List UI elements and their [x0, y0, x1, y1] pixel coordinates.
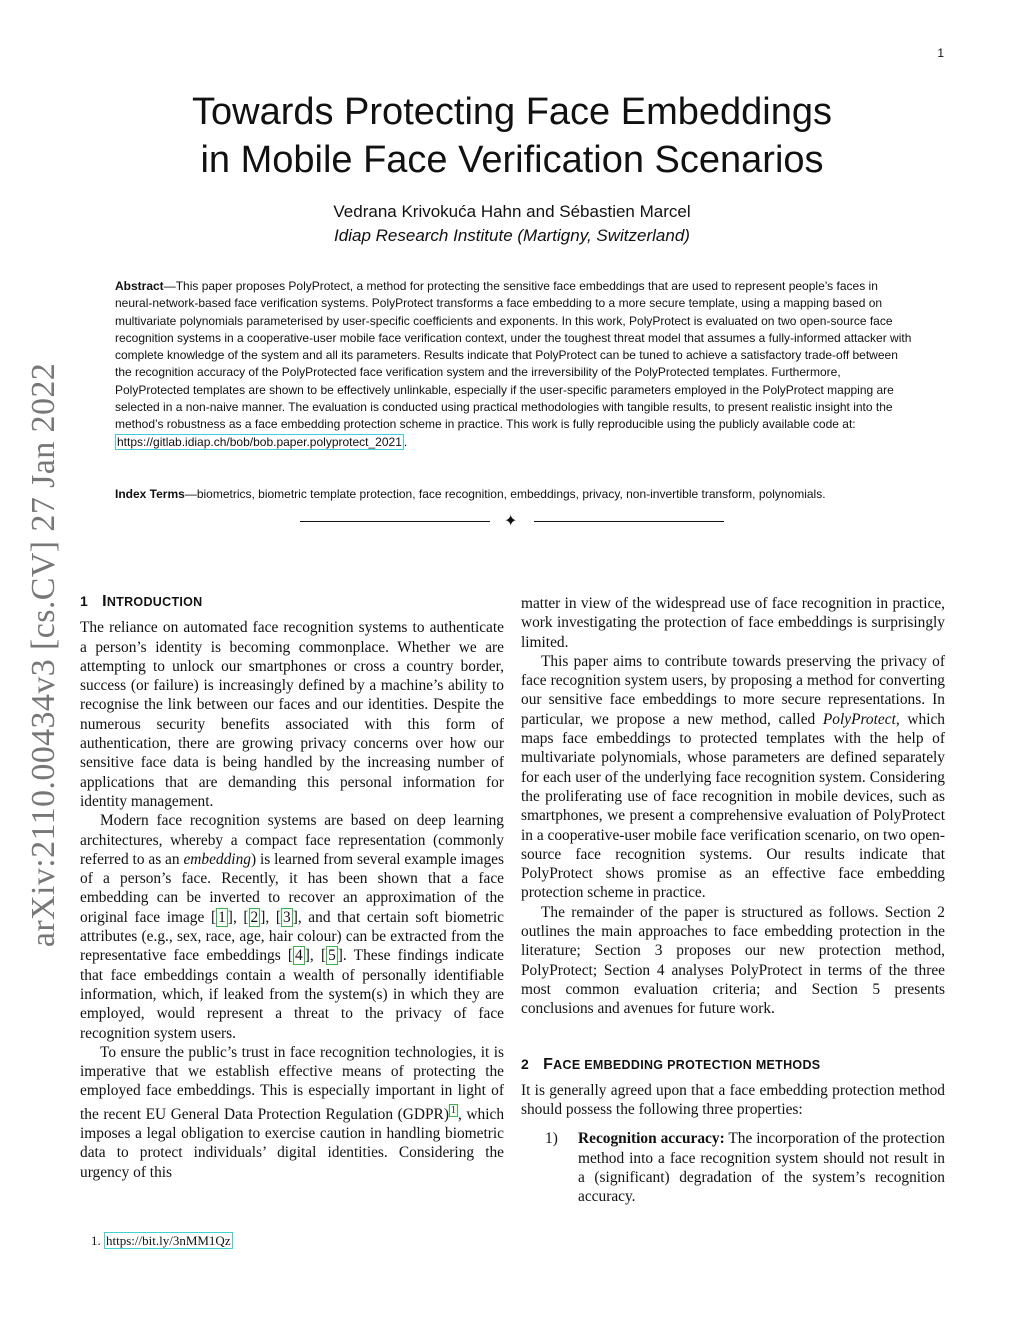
intro-p5-text-a: This paper aims to contribute towards preserving the privacy of face recognition system users, by proposing a method for converting our sensitive face embeddings to more secure representations. In particular, we propose a new method, called: [521, 652, 945, 728]
authors: Vedrana Krivokuća Hahn and Sébastien Marcel: [333, 202, 691, 221]
arxiv-stamp-text: arXiv:2110.00434v3 [cs.CV] 27 Jan 2022: [25, 362, 62, 948]
intro-p5-emphasis: PolyProtect: [822, 710, 896, 728]
list-item-text: The incorporation of the protection method into a face recognition system should not result in a (significant) degradation of the system’s recognition accuracy.: [578, 1130, 945, 1206]
intro-p2-text-a: Modern face recognition systems are based on deep learning architectures, whereby a compact face representation (commonly referred to as an: [80, 812, 504, 868]
intro-p2-text-b: ) is learned from several example images of a person’s face. Recently, it has been shown that a face embedding can be inverted to recover an approximation of the original face image: [80, 850, 504, 926]
section-separator: [300, 512, 724, 532]
intro-paragraph-4: [521, 652, 945, 903]
section-2-number: 2: [521, 1055, 530, 1072]
section-1-number: 1: [80, 593, 89, 609]
citation-separator: ,: [309, 947, 321, 965]
abstract-end: .: [403, 434, 408, 449]
separator-diamond-icon: ✦: [504, 513, 518, 530]
section-2-paragraph-1: It is generally agreed upon that a face embedding protection method should possess the following three properties:: [521, 1081, 945, 1119]
list-marker: 1): [545, 1130, 558, 1148]
intro-p5-text-b: , which maps face embeddings to protected templates with the help of multivariate polynomials, whose parameters are defined separately for each user of the underlying face recognition system. Considering the proliferating use of face recognition in mobile devices, such as smartphones, we present a comprehensive evaluation of PolyProtect in a cooperative-user mobile face verification scenario, on two open-source face recognition systems. Our results indicate that PolyProtect shows promise as an effective face embedding protection scheme in practice.: [521, 710, 945, 902]
footnote-number: 1.: [91, 1233, 101, 1248]
index-terms-text: —biometrics, biometric template protection, face recognition, embeddings, privacy, non-invertible transform, polynomials.: [184, 487, 826, 501]
intro-paragraph-3-continued: matter in view of the widespread use of face recognition in practice, work investigating the protection of face embeddings is surprisingly limited.: [521, 595, 945, 651]
intro-paragraph-3: [80, 1043, 504, 1182]
citation-separator: ,: [265, 908, 276, 926]
title-line-1: Towards Protecting Face Embeddings: [192, 91, 832, 133]
citation-3[interactable]: 3: [283, 908, 291, 926]
separator-rule-right: [534, 521, 724, 522]
footnote-mark-1[interactable]: 1: [450, 1104, 456, 1116]
section-1-title-rest: NTRODUCTION: [106, 595, 203, 609]
right-column: [521, 594, 945, 1207]
paper-title: [0, 88, 1024, 184]
citation-2[interactable]: 2: [250, 908, 259, 926]
section-1-heading: [80, 592, 504, 612]
section-2-heading: [521, 1055, 945, 1075]
index-terms-label: Index Terms: [115, 487, 185, 501]
intro-p3-text-a: To ensure the public’s trust in face recognition technologies, it is imperative that we establish effective means of protecting the employed face embeddings. This is especially important in light of the recent EU General Data Protection Regulation (GDPR): [80, 1043, 504, 1123]
code-link[interactable]: https://gitlab.idiap.ch/bob/bob.paper.polyprotect_2021: [117, 434, 402, 449]
abstract-label: Abstract: [115, 279, 164, 293]
abstract-text: —This paper proposes PolyProtect, a method for protecting the sensitive face embeddings that are used to represent people’s faces in neural-network-based face verification systems. PolyProtect transforms a face embedding to a more secure template, using a mapping based on multivariate polynomials parameterised by user-specific coefficients and exponents. In this work, PolyProtect is evaluated on two open-source face recognition systems in a cooperative-user mobile face verification context, under the toughest threat model that assumes a fully-informed attacker with complete knowledge of the system and all its parameters. Results indicate that PolyProtect can be tuned to achieve a satisfactory trade-off between the recognition accuracy of the PolyProtected face verification system and the irreversibility of the PolyProtected templates. Furthermore, PolyProtected templates are shown to be effectively unlinkable, especially if the user-specific parameters employed in the PolyProtect mapping are selected in a non-naive manner. The evaluation is conducted using practical methodologies with tangible results, to present realistic insight into the method’s robustness as a face embedding protection scheme in practice. This work is fully reproducible using the publicly available code at:: [115, 279, 912, 432]
intro-paragraph-1: The reliance on automated face recognition systems to authenticate a person’s identity is becoming commonplace. Whether we are attempting to unlock our smartphones or cross a country border, success (or failure) is increasingly defined by a machine’s ability to recognise the link between our faces and our identities. Despite the numerous security benefits associated with this form of authentication, there are growing privacy concerns over how our sensitive face data is being handled by the increasing number of applications that are demanding this personal information for identity management.: [80, 619, 504, 810]
affiliation: Idiap Research Institute (Martigny, Switzerland): [334, 226, 690, 245]
page-number: 1: [937, 46, 944, 60]
intro-p2-emphasis: embedding: [183, 850, 251, 868]
property-list-item: [521, 1129, 945, 1206]
title-line-2: in Mobile Face Verification Scenarios: [200, 139, 824, 181]
intro-p2-text-d: . These findings indicate that face embeddings contain a wealth of personally identifiable information, which, if leaked from the system(s) in which they are employed, would represent a threat to the privacy of face recognition system users.: [80, 947, 504, 1042]
intro-paragraph-5: The remainder of the paper is structured as follows. Section 2 outlines the main approaches to face embedding protection in the literature; Section 3 proposes our new protection method, PolyProtect; Section 4 analyses PolyProtect in terms of the three most common evaluation criteria; and Section 5 presents conclusions and avenues for future work.: [521, 903, 945, 1018]
left-column: [80, 592, 504, 1182]
citation-separator: ,: [232, 908, 244, 926]
arxiv-stamp[interactable]: [22, 360, 66, 950]
abstract: [115, 278, 913, 451]
section-2-title-rest: ACE EMBEDDING PROTECTION METHODS: [553, 1057, 821, 1072]
section-1-title-initial: I: [102, 593, 107, 610]
intro-paragraph-2: Modern face recognition systems are based on deep learning architectures, whereby a compact face representation (commonly referred to as an embedding) is learned from several example images of a person’s face. Recently, it has been shown that a face embedding can be inverted to recover an approximation of the original face image [ 1 ], [ 2 ], [ 3 ], and that certain soft biometric attributes (e.g., sex, race, age, hair colour) can be extracted from the representative face embeddings [ 4 ], [ 5 ]. These findings indicate that face embeddings contain a wealth of personally identifiable information, which, if leaked from the system(s) in which they are employed, would represent a threat to the privacy of face recognition system users.: [80, 812, 504, 1042]
separator-rule-left: [300, 521, 490, 522]
index-terms: [115, 486, 913, 503]
citation-5[interactable]: 5: [328, 947, 336, 965]
intro-p2-text-c: , and that certain soft biometric attributes (e.g., sex, race, age, hair colour) can be extracted from the representative face embeddings: [80, 908, 504, 965]
citation-1[interactable]: 1: [218, 908, 226, 926]
section-2-title-initial: F: [543, 1055, 554, 1073]
intro-p3-text-b: , which imposes a legal obligation to exercise caution in handling biometric data to protect individuals’ digital identities. Considering the urgency of this: [80, 1105, 505, 1181]
footnote: [91, 1233, 233, 1249]
list-item-label: Recognition accuracy:: [578, 1130, 725, 1148]
footnote-link[interactable]: https://bit.ly/3nMM1Qz: [106, 1233, 231, 1248]
citation-4[interactable]: 4: [295, 947, 303, 965]
